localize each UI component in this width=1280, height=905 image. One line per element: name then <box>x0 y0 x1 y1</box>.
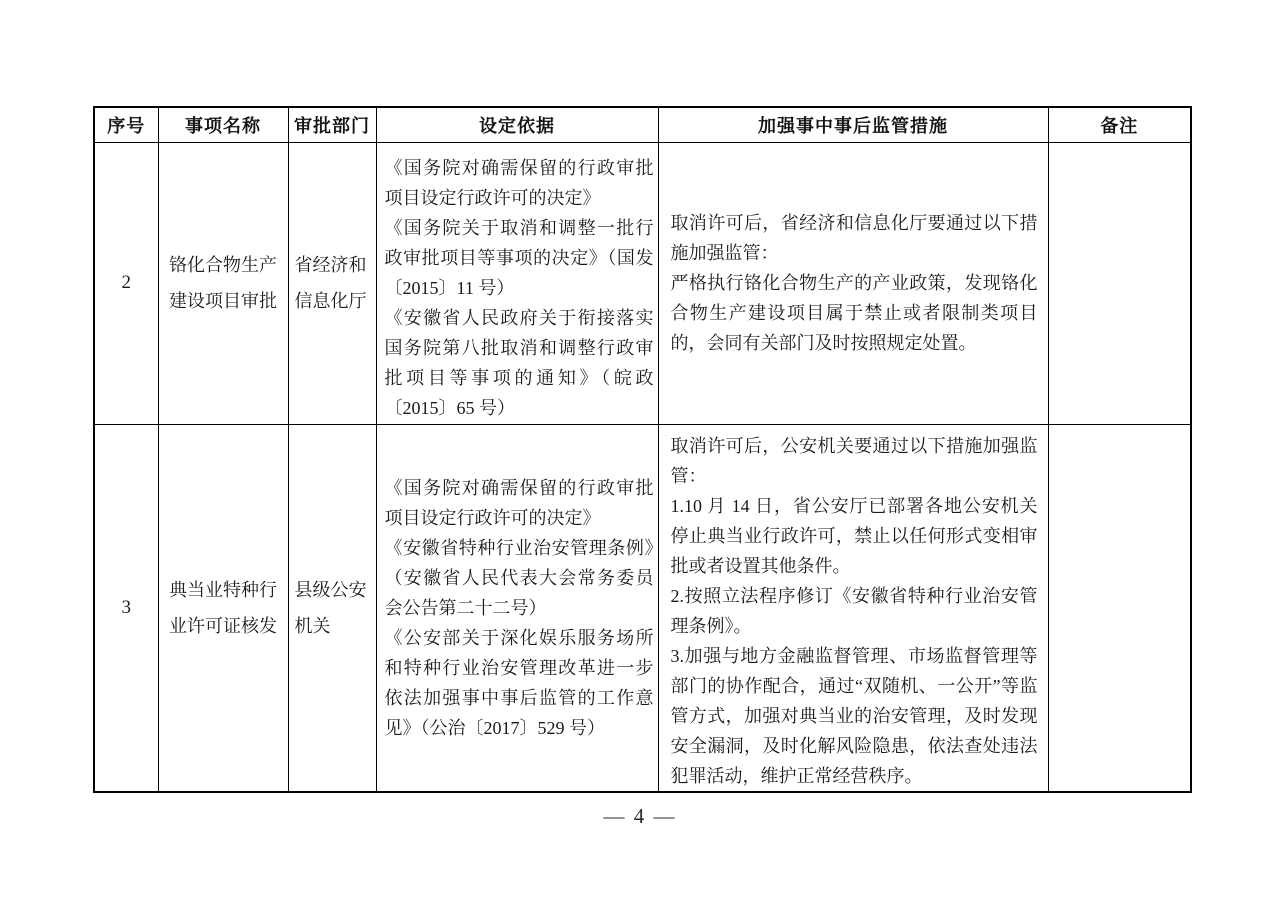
header-remarks: 备注 <box>1048 107 1191 142</box>
header-item-name: 事项名称 <box>158 107 288 142</box>
table-header-row <box>94 107 1191 142</box>
cell-serial-number: 3 <box>94 424 158 792</box>
cell-serial-number: 2 <box>94 142 158 424</box>
header-approval-department: 审批部门 <box>288 107 376 142</box>
cell-item-name: 典当业特种行业许可证核发 <box>158 424 288 792</box>
cell-approval-department: 省经济和信息化厅 <box>288 142 376 424</box>
measure-paragraph: 取消许可后，省经济和信息化厅要通过以下措施加强监管： <box>670 213 1038 263</box>
header-supervision-measures: 加强事中事后监管措施 <box>658 107 1048 142</box>
table-row <box>94 142 1191 424</box>
cell-setting-basis <box>376 142 658 424</box>
basis-paragraph: 《国务院对确需保留的行政审批项目设定行政许可的决定》 <box>384 157 654 208</box>
cell-approval-department: 县级公安机关 <box>288 424 376 792</box>
measure-paragraph: 1.10 月 14 日，省公安厅已部署各地公安机关停止典当业行政许可，禁止以任何形式变相审批或者设置其他条件。 <box>670 495 1038 576</box>
measure-paragraph: 2.按照立法程序修订《安徽省特种行业治安管理条例》。 <box>670 585 1038 636</box>
cell-supervision-measures <box>658 142 1048 424</box>
header-serial-number: 序号 <box>94 107 158 142</box>
cell-remarks <box>1048 142 1191 424</box>
header-setting-basis: 设定依据 <box>376 107 658 142</box>
page-number: — 4 — <box>603 804 677 828</box>
measure-paragraph: 3.加强与地方金融监督管理、市场监督管理等部门的协作配合，通过“双随机、一公开”等监管方式，加强对典当业的治安管理，及时发现安全漏洞，及时化解风险隐患，依法查处违法犯罪活动，维护正常经营秩序。 <box>670 645 1038 786</box>
approval-items-table <box>93 106 1192 793</box>
cell-setting-basis <box>376 424 658 792</box>
measure-paragraph: 取消许可后，公安机关要通过以下措施加强监管： <box>670 435 1038 486</box>
basis-paragraph: 《公安部关于深化娱乐服务场所和特种行业治安管理改革进一步依法加强事中事后监管的工作意见》（公治〔2017〕529 号） <box>384 627 654 738</box>
table-row <box>94 424 1191 792</box>
cell-item-name: 铬化合物生产建设项目审批 <box>158 142 288 424</box>
cell-supervision-measures <box>658 424 1048 792</box>
basis-paragraph: 《国务院关于取消和调整一批行政审批项目等事项的决定》（国发〔2015〕11 号） <box>384 217 654 298</box>
basis-paragraph: 《国务院对确需保留的行政审批项目设定行政许可的决定》 <box>384 477 654 528</box>
basis-paragraph: 《安徽省特种行业治安管理条例》（安徽省人民代表大会常务委员会公告第二十二号） <box>384 537 654 618</box>
basis-paragraph: 《安徽省人民政府关于衔接落实国务院第八批取消和调整行政审批项目等事项的通知》（皖政〔2015〕65 号） <box>384 307 654 418</box>
measure-paragraph: 严格执行铬化合物生产的产业政策，发现铬化合物生产建设项目属于禁止或者限制类项目的，会同有关部门及时按照规定处置。 <box>670 273 1038 353</box>
cell-remarks <box>1048 424 1191 792</box>
